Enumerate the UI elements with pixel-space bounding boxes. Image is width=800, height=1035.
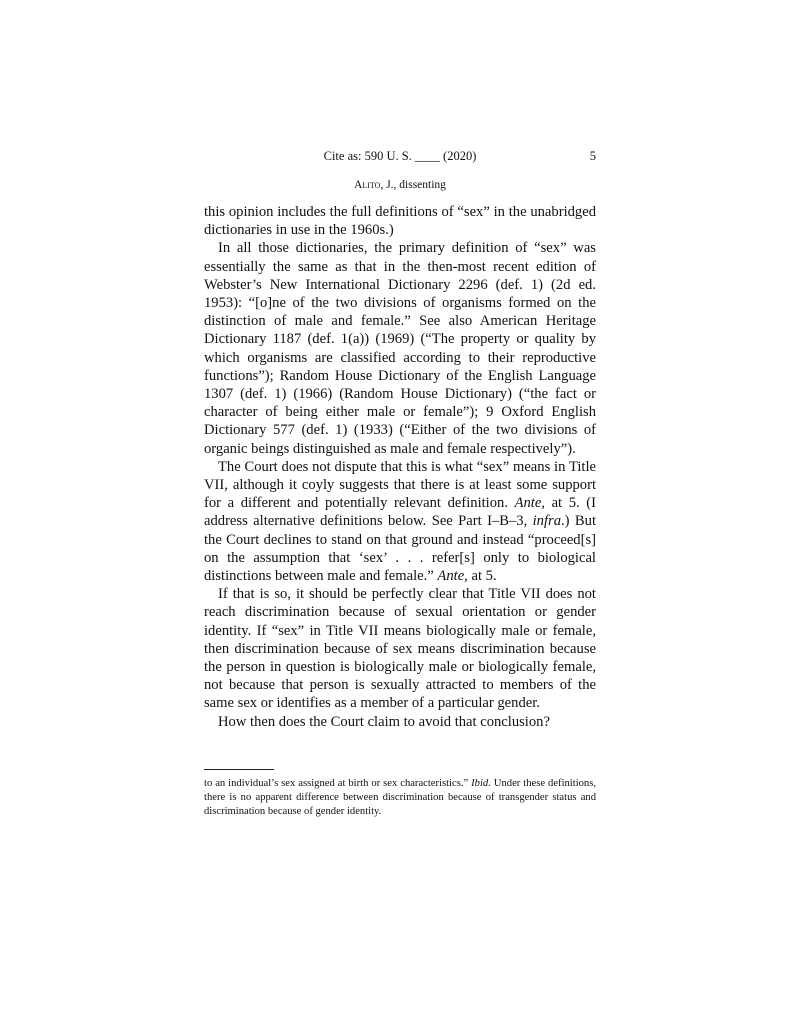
- footnote-text-b: Under these definitions, there is no apparent difference between discrimination because of transgender status and discrimination because of gender identity.: [204, 778, 596, 818]
- paragraph-5: How then does the Court claim to avoid that conclusion?: [218, 713, 550, 730]
- opinion-body: [204, 203, 596, 731]
- author-name: Alito: [354, 179, 381, 191]
- page-number: 5: [589, 149, 596, 163]
- infra-citation: infra: [532, 513, 562, 530]
- citation-header: Cite as: 590 U. S. ____ (2020): [323, 149, 477, 163]
- paragraph-3-text-b: , at 5. (I address alternative definitions below. See Part I–B–3,: [204, 495, 596, 530]
- ante-citation: Ante: [437, 568, 465, 585]
- ante-citation: Ante: [514, 495, 542, 512]
- footnote-text-a: to an individual’s sex assigned at birth or sex characteristics.”: [204, 778, 472, 789]
- footnote: [204, 777, 596, 820]
- opinion-type: , J., dissenting: [380, 179, 446, 191]
- paragraph-1: this opinion includes the full definitions of “sex” in the unabridged dictionaries in use in the 1960s.): [204, 204, 596, 239]
- footnote-text: [204, 777, 596, 820]
- ibid-citation: Ibid.: [471, 778, 491, 789]
- paragraph-3-text-a: The Court does not dispute that this is what “sex” means in Title VII, although it coyly suggests that there is at least some support for a different and potentially relevant definition.: [204, 458, 596, 512]
- paragraph-2: In all those dictionaries, the primary definition of “sex” was essentially the same as that in the then-most recent edition of Webster’s New International Dictionary 2296 (def. 1) (2d ed. 1953): “[o]ne of the two divisions of organisms formed on the distinction of male and female.” See also American Heritage Dictionary 1187 (def. 1(a)) (1969) (“The property or quality by which organisms are classified according to their reproductive functions”); Random House Dictionary of the English Language 1307 (def. 1) (1966) (Random House Dictionary) (“the fact or character of being either male or female”); 9 Oxford English Dictionary 577 (def. 1) (1933) (“Either of the two divisions of organic beings distinguished as male and female respectively”).: [204, 240, 596, 457]
- running-head: [204, 149, 596, 167]
- paragraph-3-text-d: , at 5.: [464, 568, 497, 585]
- footnote-divider: [204, 769, 274, 770]
- paragraph-4: If that is so, it should be perfectly clear that Title VII does not reach discrimination because of sexual orientation or gender identity. If “sex” in Title VII means biologically male or female, then discrimination because of sex means discrimination because the person in question is biologically male or biologically female, not because that person is sexually attracted to members of the same sex or identifies as a member of a particular gender.: [204, 586, 596, 712]
- opinion-author-line: [204, 179, 596, 191]
- paragraph-3: [204, 458, 596, 585]
- paragraph-3-text-c: .) But the Court declines to stand on that ground and instead “proceed[s] on the assumption that ‘sex’ . . . refer[s] only to biological distinctions between male and female.”: [204, 513, 597, 585]
